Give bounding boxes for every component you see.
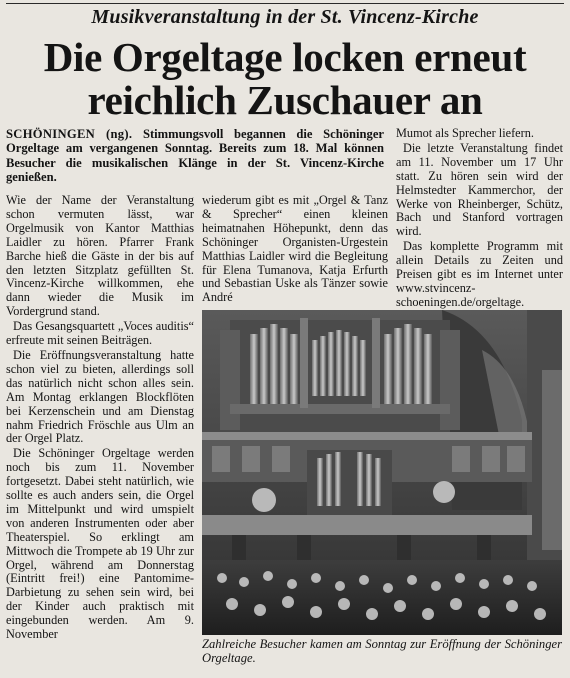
col1-paragraph-1: Wie der Name der Veranstaltung schon vermuten lässt, war Orgelmusik von Kantor Matthias Laidler zu hören. Pfarrer Frank Barche hieß die Gäste in der bis auf den letzten Sitzplatz gefüllten St. Vincenz-Kirche willkommen, ehe dann wieder die Musik im Vordergrund stand. [6,193,194,319]
body-column-2 [202,194,388,306]
lead-dateline: SCHÖNINGEN (ng). [6,127,133,141]
lead-text: Stimmungsvoll begannen die Schöninger Orgeltage am vergangenen Sonntag. Bereits zum 18. Mal können Besucher die musikalischen Klänge in der St. Vincenz-Kirche genießen. [6,127,384,184]
col2-paragraph-1: wiederum gibt es mit „Orgel & Tanz & Sprecher“ einen kleinen heimatnahen Höhepunkt, denn das Schöninger Organisten-Urgestein Matthias Laidler wird die Begleitung für Elena Tumanova, Katja Erfurth und Sebastian Uske als Tänzer sowie André [202,193,388,305]
col3-paragraph-3: Das komplette Programm mit allein Details zu Zeiten und Preisen gibt es im Internet unter www.stvincenz-schoeningen.de/orgeltage. [396,239,563,309]
col3-paragraph-1: Mumot als Sprecher liefern. [396,126,534,140]
photo-caption: Zahlreiche Besucher kamen am Sonntag zur Eröffnung der Schöninger Orgeltage. [202,637,562,666]
church-organ-photo [202,310,562,635]
article-lead [6,127,384,184]
headline-line-1: Die Orgeltage locken erneut [43,34,527,80]
col1-paragraph-4: Die Schöninger Orgeltage werden noch bis zum 11. November fortgesetzt. Dabei steht natürlich, wie sollte es auch anders sein, die Orgel im Mittelpunkt und wird umspielt von anderen Instrumenten oder aber Theaterspiel. So erklingt am Mittwoch die Trompete ab 19 Uhr zur Orgel, während am Donnerstag (Eintritt frei!) eine Pantomime-Darbietung zu sehen sein wird, bei der Kinder auch praktisch mit eingebunden werden. Am 9. November [6,446,194,642]
headline-line-2: reichlich Zuschauer an [87,77,483,123]
top-rule [6,3,564,4]
article-headline [10,36,560,122]
body-column-3 [396,127,563,311]
col3-paragraph-2: Die letzte Veranstaltung findet am 11. November um 17 Uhr statt. Zu hören sein wird der Helmstedter Kammerchor, der Werke von Rheinberger, Schütz, Bach und Stanford vortragen wird. [396,140,563,239]
body-column-1 [6,194,194,643]
col1-paragraph-3: Die Eröffnungsveranstaltung hatte schon viel zu bieten, allerdings soll das natürlich nicht schon alles sein. Am Montag erklangen Blockflöten bei Kerzenschein und am Dienstag nahm Friedrich Fröschle aus Ulm an der Orgel Platz. [6,347,194,446]
col1-paragraph-2: Das Gesangsquartett „Voces auditis“ erfreute mit seinen Beiträgen. [6,319,194,348]
article-kicker: Musikveranstaltung in der St. Vincenz-Kirche [91,6,479,28]
